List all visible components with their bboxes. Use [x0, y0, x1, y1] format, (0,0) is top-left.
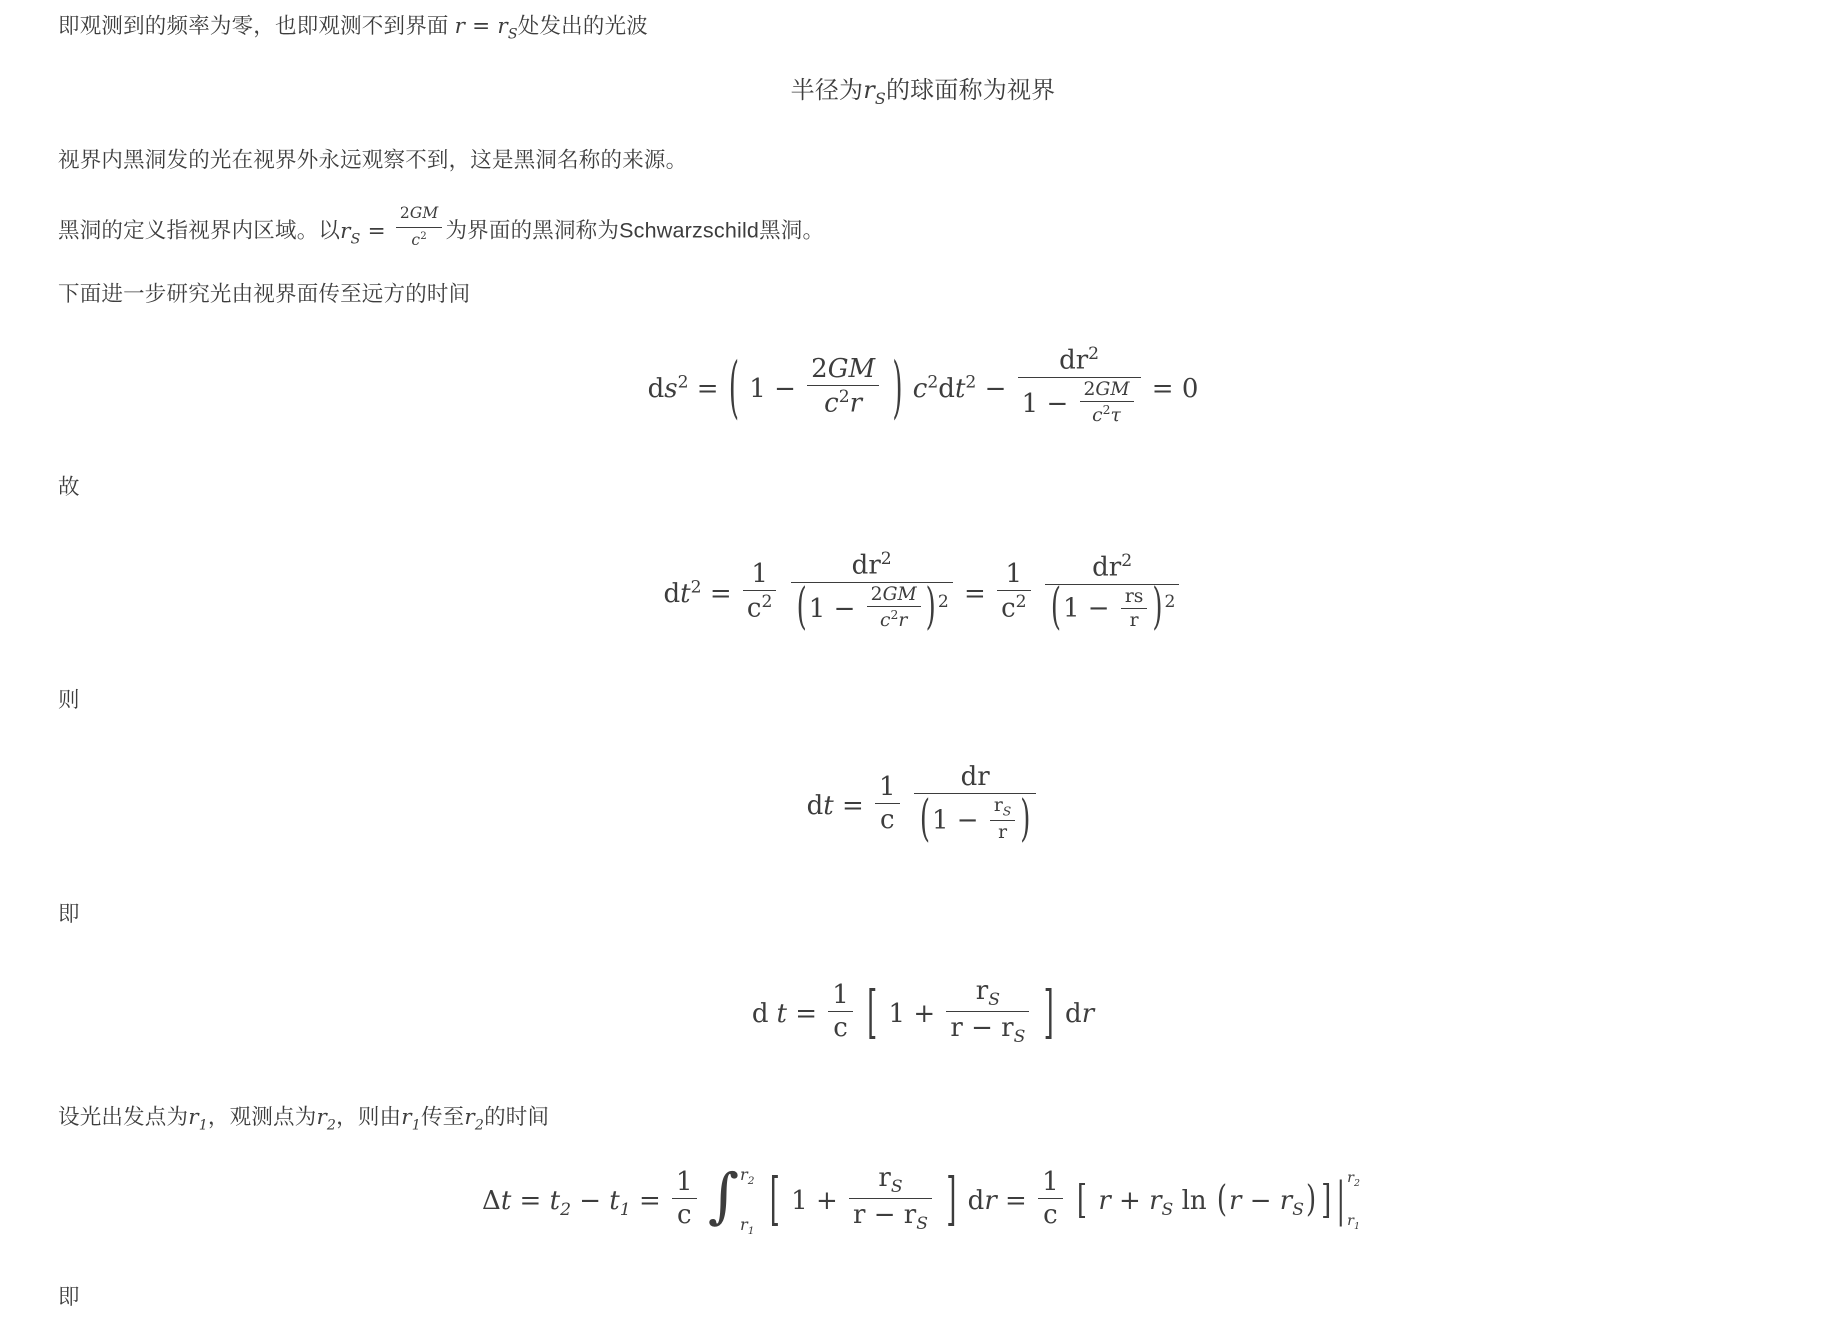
- text-observed-frequency: 即观测到的频率为零，也即观测不到界面: [58, 14, 449, 38]
- equation-dt-expanded: d t = $\frac{1}{c}$ [ 1 + $\frac{r_S}{r - r_S}$ ] dr: [751, 975, 1095, 1048]
- paragraph-source-observer: [0, 1101, 1846, 1137]
- label-then: [0, 683, 1846, 714]
- inline-math-rs: $r_S$: [863, 75, 886, 108]
- text-source-prefix: 设光出发点为: [58, 1105, 189, 1130]
- text-time-suffix: 的时间: [484, 1105, 550, 1130]
- text-radius-prefix: 半径为: [790, 76, 864, 104]
- label-that-is-1: [0, 897, 1846, 928]
- text-label-ze: 则: [58, 688, 80, 713]
- label-that-is-2: [0, 1280, 1846, 1311]
- text-label-ji-2: 即: [58, 1285, 80, 1310]
- inline-math-r-equals-rs: $r = r_S$: [454, 14, 518, 43]
- inline-math-r1-b: $r_1$: [401, 1105, 421, 1134]
- text-further-study: 下面进一步研究光由视界面传至远方的时间: [58, 281, 471, 306]
- text-bh-def-prefix: 黑洞的定义指视界内区域。以: [58, 218, 341, 243]
- inline-math-r2-a: $r_2$: [316, 1105, 337, 1134]
- equation-delta-t-integral: $\Delta t = t_2 - t_1$ = $\frac{1}{c}$ ∫ $r_2$ $r_1$ [ 1 + $\frac{r_S}{r - r_S}$ ] dr = $\frac{1}{c}$ [ $r + r_S$ $\ln (r - r_S)$ ] | $r_2$ $r_1$: [482, 1160, 1360, 1238]
- paragraph-observed-frequency: [0, 10, 1846, 46]
- text-emitted-light: 处发出的光波: [517, 14, 648, 38]
- inline-math-r1-a: $r_1$: [188, 1105, 208, 1134]
- inline-math-rs-definition: $r_S$ = $\frac{2GM}{c^2}$: [340, 219, 445, 244]
- document-page: [0, 10, 1846, 1311]
- text-label-ji-1: 即: [58, 901, 80, 926]
- equation-dt: dt = $\frac{1}{c}$ dr (1 − $\frac{r_S}{r}$ ): [0, 762, 1846, 843]
- paragraph-horizon-light: [0, 144, 1846, 176]
- statement-horizon-definition: [0, 72, 1846, 111]
- text-label-gu: 故: [58, 475, 80, 500]
- equation-metric-null: $ds^2$ = ( 1 − $\frac{2GM}{c^2r}$ ) $c^2dt^2$ − $dr^2$ 1 − $\frac{2GM}{c^2\tau}$ = 0: [647, 344, 1199, 428]
- paragraph-further-study: [0, 278, 1846, 310]
- label-therefore-1: [0, 470, 1846, 501]
- equation-dt-squared: $dt^2$ = $\frac{1}{c^2}$ $dr^2$ (1 − $\frac{2GM}{c^2r}$ ) $^2$ = $\frac{1}{c^2}$ $dr^2$ (1 − $\frac{rs}{r}$ ) $^2$: [0, 549, 1846, 631]
- text-bh-def-suffix: 为界面的黑洞称为Schwarzschild黑洞。: [445, 218, 825, 243]
- text-sphere-horizon: 的球面称为视界: [885, 76, 1056, 104]
- text-then-from: ，则由: [336, 1105, 402, 1130]
- text-horizon-light: 视界内黑洞发的光在视界外永远观察不到，这是黑洞名称的来源。: [58, 148, 688, 173]
- text-observer-prefix: ，观测点为: [207, 1105, 317, 1130]
- text-travel-to: 传至: [420, 1105, 465, 1130]
- paragraph-blackhole-definition: [0, 202, 1846, 252]
- inline-math-r2-b: $r_2$: [464, 1105, 485, 1134]
